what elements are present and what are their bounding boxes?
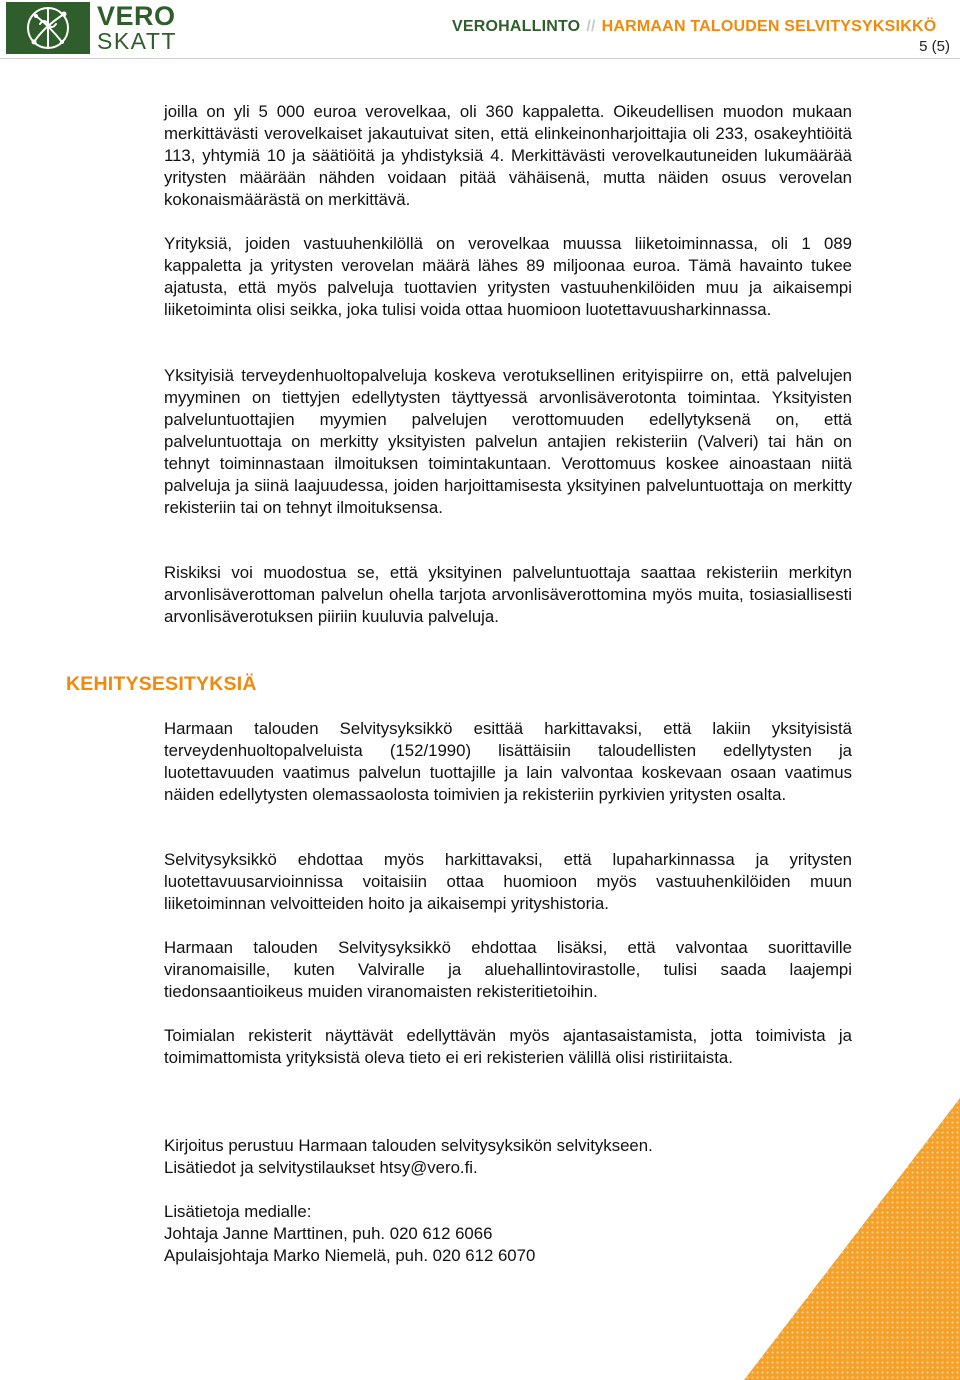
paragraph-7: Harmaan talouden Selvitysyksikkö ehdottaa lisäksi, että valvontaa suorittaville viranomaisille, kuten Valviralle ja aluehallintovirastolle, tulisi saada laajempi tiedonsaantioikeus muiden viranomaisten rekisteritietoihin. [164, 938, 852, 1001]
paragraph-4: Riskiksi voi muodostua se, että yksityinen palveluntuottaja saattaa rekisteriin merkityn arvonlisäverottoman palvelun ohella tarjota arvonlisäverottomina myös muita, tosiasiallisesti arvonlisäverotuksen piiriin kuuluvia palveluja. [164, 563, 852, 626]
section-heading: KEHITYSESITYKSIÄ [66, 673, 257, 695]
footer-line-2: Lisätiedot ja selvitystilaukset htsy@vero.fi. [164, 1158, 478, 1177]
paragraph-3: Yksityisiä terveydenhuoltopalveluja koskeva verotuksellinen erityispiirre on, että palvelujen myyminen on tiettyjen edellytysten täyttyessä arvonlisäverotonta toimintaa. Yksityisten palveluntuottajien myymien palvelujen verottomuuden edellytyksenä on, että palveluntuottaja on merkitty yksityisten palvelun antajien rekisteriin (Valveri) tai hän on tehnyt toiminnastaan ilmoituksen toimintakuntaan. Verottomuus koskee ainoastaan niitä palveluja ja siinä laajuudessa, joiden harjoittamisesta yksityinen palveluntuottaja on merkitty rekisteriin tai on tehnyt ilmoituksensa. [164, 366, 852, 517]
paragraph-8: Toimialan rekisterit näyttävät edellyttävän myös ajantasaistamista, jotta toimivista ja toimimattomista yrityksistä oleva tieto ei eri rekisterien välillä olisi ristiriitaista. [164, 1026, 852, 1067]
header-separator: // [586, 18, 596, 35]
paragraph-2: Yrityksiä, joiden vastuuhenkilöllä on verovelkaa muussa liiketoiminnassa, oli 1 089 kappaletta ja yritysten verovelan määrä lähes 89 miljoonaa euroa. Tämä havainto tukee ajatusta, että myös palveluja tuottavien yritysten vastuuhenkilöiden muu ja aikaisempi liiketoiminta olisi seikka, joka tulisi voida ottaa huomioon luotettavuusharkinnassa. [164, 234, 852, 319]
paragraph-6: Selvitysyksikkö ehdottaa myös harkittavaksi, että lupaharkinnassa ja yritysten luotettavuusarvioinnissa voitaisiin ottaa huomioon myös vastuuhenkilöiden muun liiketoiminnan velvoitteiden hoito ja aikaisempi yrityshistoria. [164, 850, 852, 913]
paragraph-1: joilla on yli 5 000 euroa verovelkaa, oli 360 kappaletta. Oikeudellisen muodon mukaan merkittävästi verovelkaiset jakautuivat siten, että elinkeinonharjoittajia oli 233, osakeyhtiöitä 113, yhtymiä 10 ja säätiöitä ja yhdistyksiä 4. Merkittävästi verovelkautuneiden lukumäärää yritysten määrään nähden voidaan pitää vähäisenä, mutta näiden osuus verovelan kokonaismäärästä on merkittävä. [164, 102, 852, 209]
contact-deputy-director: Apulaisjohtaja Marko Niemelä, puh. 020 612 6070 [164, 1246, 536, 1265]
page-number: 5 (5) [919, 38, 950, 55]
media-label: Lisätietoja medialle: [164, 1202, 312, 1221]
header-org: VEROHALLINTO [452, 18, 581, 35]
logo-text-skatt: SKATT [97, 28, 177, 54]
contact-director: Johtaja Janne Marttinen, puh. 020 612 6066 [164, 1224, 493, 1243]
footer-line-1: Kirjoitus perustuu Harmaan talouden selvitysyksikön selvitykseen. [164, 1136, 653, 1155]
logo-text-vero: VERO [97, 1, 176, 31]
header-unit: HARMAAN TALOUDEN SELVITYSYKSIKKÖ [601, 18, 937, 35]
paragraph-5: Harmaan talouden Selvitysyksikkö esittää harkittavaksi, että lakiin yksityisistä terveydenhuoltopalveluista (152/1990) lisättäisiin taloudellisten edellytysten ja luotettavuuden vaatimus palvelun tuottajille ja lain valvontaa koskevaan osaan vaatimus näiden edellytysten olemassaolosta toimivien ja rekisteriin pyrkivien yritysten osalta. [164, 719, 852, 804]
